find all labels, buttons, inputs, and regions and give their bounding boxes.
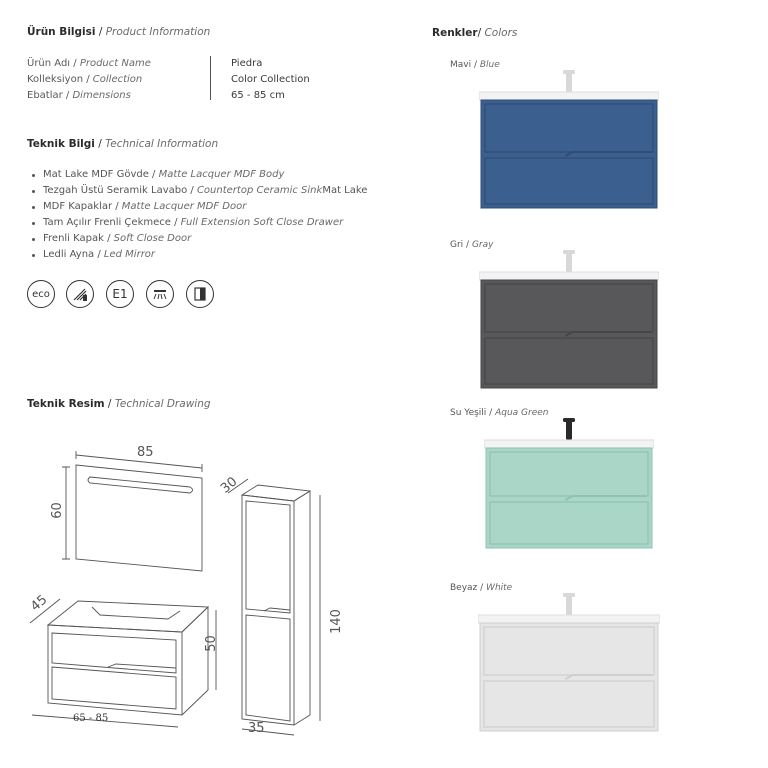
- value-product-name: Piedra: [231, 58, 263, 69]
- product-info-labels: [27, 56, 151, 104]
- colors-heading: Renkler/ Colors: [432, 27, 518, 39]
- cabinet-render: [479, 68, 659, 214]
- column-side: [294, 491, 310, 725]
- label-product-name: Ürün Adı / Product Name: [27, 58, 151, 69]
- mirror-led-strip: [88, 477, 193, 493]
- soft-close-icon: [66, 280, 94, 308]
- cabinet-side: [182, 607, 208, 715]
- door-icon: [186, 280, 214, 308]
- cabinet-render: [478, 591, 660, 737]
- product-info-values: [231, 56, 310, 104]
- color-swatch-label: Beyaz / White: [450, 583, 513, 593]
- cabinet-front: [48, 625, 182, 715]
- eco-icon: eco: [27, 280, 55, 308]
- color-swatch-label: Mavi / Blue: [450, 60, 500, 70]
- dim-column-depth: 30: [218, 474, 241, 497]
- dim-cabinet-depth: 45: [28, 592, 51, 615]
- cabinet-render: [484, 416, 654, 554]
- label-collection: Kolleksiyon / Collection: [27, 74, 143, 85]
- dim-mirror-height: 60: [49, 502, 65, 519]
- technical-drawing: [20, 435, 370, 745]
- list-item: MDF Kapaklar / Matte Lacquer MDF Door: [27, 199, 367, 215]
- info-divider: [210, 56, 211, 100]
- technical-drawing-heading: Teknik Resim / Technical Drawing: [27, 398, 211, 410]
- mirror-outline: [76, 465, 202, 571]
- dim-mirror-width: 85: [137, 445, 154, 460]
- dim-column-width: 35: [248, 721, 265, 736]
- list-item: Tam Açılır Frenli Çekmece / Full Extension Soft Close Drawer: [27, 215, 367, 231]
- dim-cabinet-width: 65 - 85: [73, 713, 109, 724]
- list-item: Ledli Ayna / Led Mirror: [27, 247, 367, 263]
- value-collection: Color Collection: [231, 74, 310, 85]
- color-swatch-label: Su Yeşili / Aqua Green: [450, 408, 549, 418]
- led-light-icon: [146, 280, 174, 308]
- dim-column-height: 140: [328, 609, 344, 634]
- cabinet-render: [479, 248, 659, 394]
- label-dimensions: Ebatlar / Dimensions: [27, 90, 131, 101]
- dim-cabinet-height: 50: [203, 635, 219, 652]
- value-dimensions: 65 - 85 cm: [231, 90, 285, 101]
- product-info-heading: Ürün Bilgisi / Product Information: [27, 26, 211, 38]
- e1-icon: E1: [106, 280, 134, 308]
- list-item: Frenli Kapak / Soft Close Door: [27, 231, 367, 247]
- technical-info-heading: Teknik Bilgi / Technical Information: [27, 138, 219, 150]
- list-item: Mat Lake MDF Gövde / Matte Lacquer MDF Body: [27, 167, 367, 183]
- color-swatch-label: Gri / Gray: [450, 240, 494, 250]
- technical-feature-list: [27, 167, 367, 263]
- list-item: Tezgah Üstü Seramik Lavabo / Countertop Ceramic SinkMat Lake: [27, 183, 367, 199]
